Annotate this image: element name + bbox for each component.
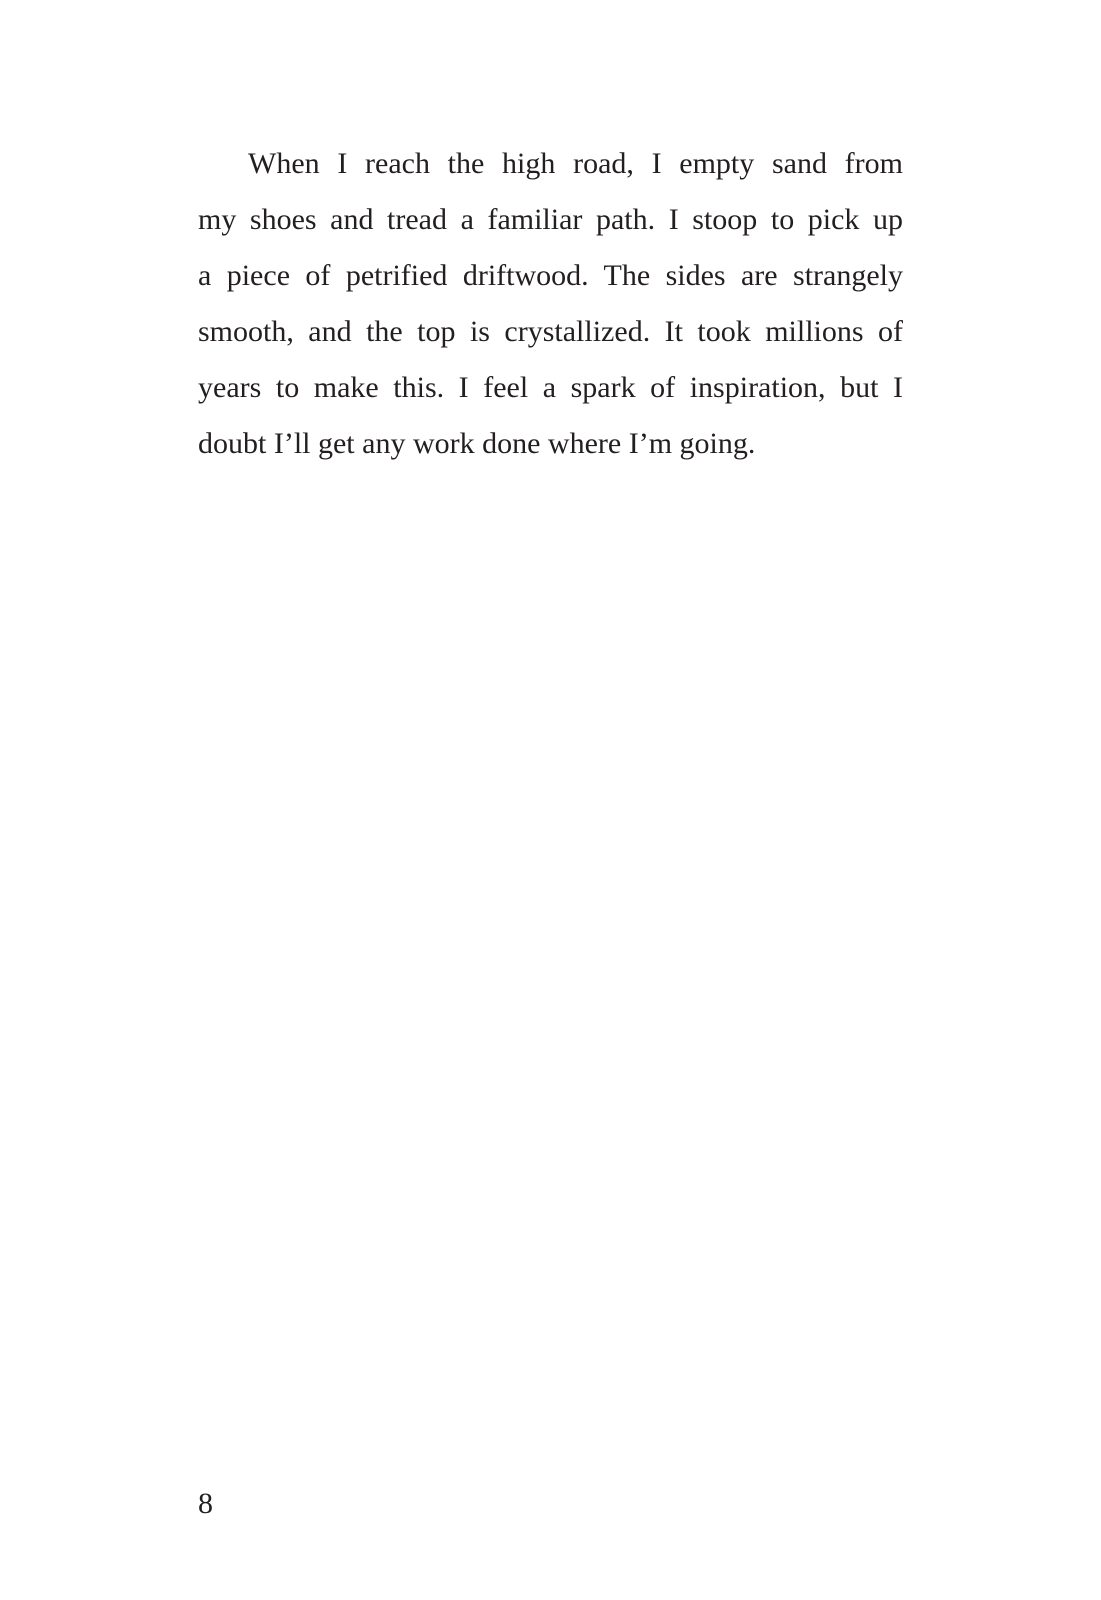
paragraph-line: doubt I’ll get any work done where I’m going. (198, 427, 756, 460)
body-paragraph (198, 136, 903, 472)
paragraph-line: a piece of petrified driftwood. The sides are strangely (198, 259, 903, 292)
paragraph-line: my shoes and tread a familiar path. I stoop to pick up (198, 203, 903, 236)
paragraph-line: smooth, and the top is crystallized. It took millions of (198, 315, 903, 348)
paragraph-line: years to make this. I feel a spark of inspiration, but I (198, 371, 903, 404)
page-number: 8 (198, 1487, 213, 1520)
paragraph-line: When I reach the high road, I empty sand from (248, 147, 903, 180)
